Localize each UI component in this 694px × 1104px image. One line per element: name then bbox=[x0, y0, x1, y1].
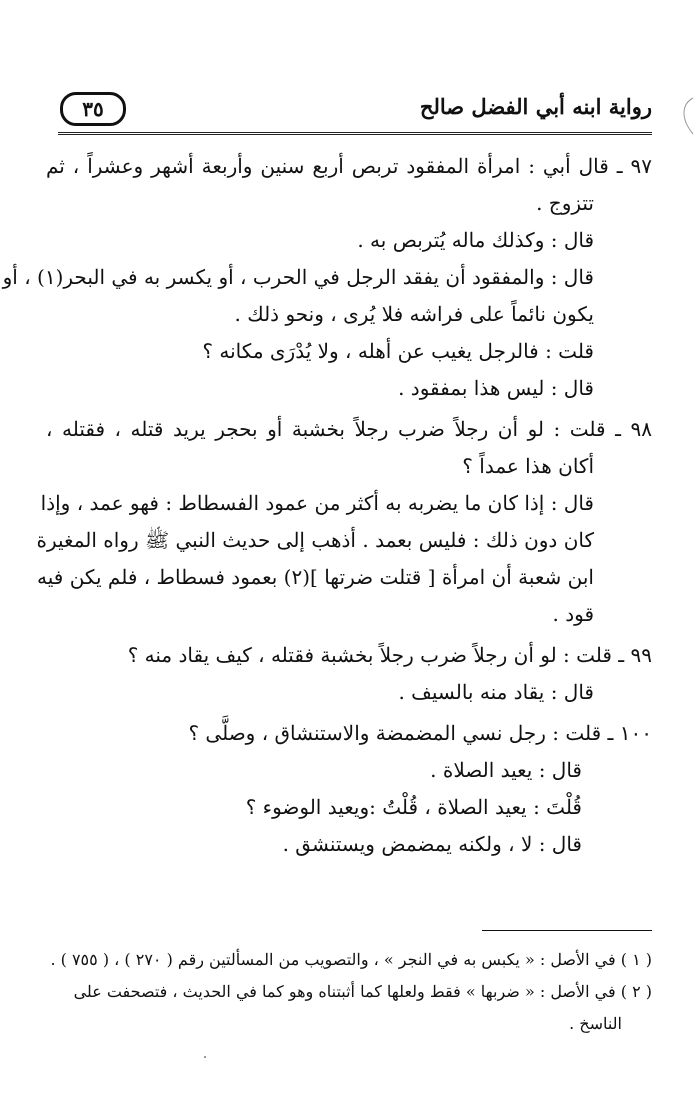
body-line: قال : يقاد منه بالسيف . bbox=[398, 680, 594, 704]
body-text bbox=[2, 148, 652, 863]
body-line: قال : يعيد الصلاة . bbox=[430, 758, 582, 782]
body-line: يكون نائماً على فراشه فلا يُرى ، ونحو ذلك . bbox=[234, 302, 594, 326]
header-rule bbox=[58, 132, 652, 137]
body-line: أكان هذا عمداً ؟ bbox=[462, 454, 594, 478]
page-header bbox=[58, 92, 652, 132]
body-line: ٩٨ ـ قلت : لو أن رجلاً ضرب رجلاً بخشبة أو بحجر يريد قتله ، فقتله ، bbox=[46, 417, 652, 441]
body-line: ابن شعبة أن امرأة [ قتلت ضرتها ](٢) بعمود فسطاط ، فلم يكن فيه bbox=[37, 565, 594, 589]
body-line: كان دون ذلك : فليس بعمد . أذهب إلى حديث النبي ﷺ رواه المغيرة bbox=[36, 528, 594, 552]
footnote: ( ٢ ) في الأصل : « ضربها » فقط ولعلها كما أثبتناه وهو كما في الحديث ، فتصحفت على bbox=[73, 982, 652, 1001]
body-line: قُلْتَ : يعيد الصلاة ، قُلْتُ :ويعيد الوضوء ؟ bbox=[245, 795, 582, 819]
page-curl-icon bbox=[676, 96, 694, 136]
body-line: ٩٩ ـ قلت : لو أن رجلاً ضرب رجلاً بخشبة فقتله ، كيف يقاد منه ؟ bbox=[127, 643, 652, 667]
footnote: ( ١ ) في الأصل : « يكبس به في النجر » ، والتصويب من المسألتين رقم ( ٢٧٠ ) ، ( ٧٥٥ ) . bbox=[50, 950, 652, 969]
body-line: قال : ليس هذا بمفقود . bbox=[398, 376, 594, 400]
body-line: قال : والمفقود أن يفقد الرجل في الحرب ، أو يكسر به في البحر(١) ، أو bbox=[2, 265, 594, 289]
body-line: قلت : فالرجل يغيب عن أهله ، ولا يُدْرَى مكانه ؟ bbox=[202, 339, 594, 363]
body-line: ٩٧ ـ قال أبي : امرأة المفقود تربص أربع سنين وأربعة أشهر وعشراً ، ثم bbox=[46, 154, 652, 178]
footnotes bbox=[40, 944, 652, 1040]
body-line: قال : إذا كان ما يضربه به أكثر من عمود الفسطاط : فهو عمد ، وإذا bbox=[40, 491, 594, 515]
running-title: رواية ابنه أبي الفضل صالح bbox=[419, 94, 652, 119]
page-speck bbox=[204, 1056, 206, 1058]
footnote-continuation: الناسخ . bbox=[569, 1014, 622, 1033]
body-line: قال : وكذلك ماله يُتربص به . bbox=[357, 228, 594, 252]
body-line: قال : لا ، ولكنه يمضمض ويستنشق . bbox=[282, 832, 582, 856]
body-line: ١٠٠ ـ قلت : رجل نسي المضمضة والاستنشاق ، وصلَّى ؟ bbox=[188, 721, 652, 745]
page-number-badge: ٣٥ bbox=[60, 92, 126, 126]
footnote-rule bbox=[482, 930, 652, 931]
body-line: قود . bbox=[552, 602, 594, 626]
body-line: تتزوج . bbox=[536, 191, 594, 215]
